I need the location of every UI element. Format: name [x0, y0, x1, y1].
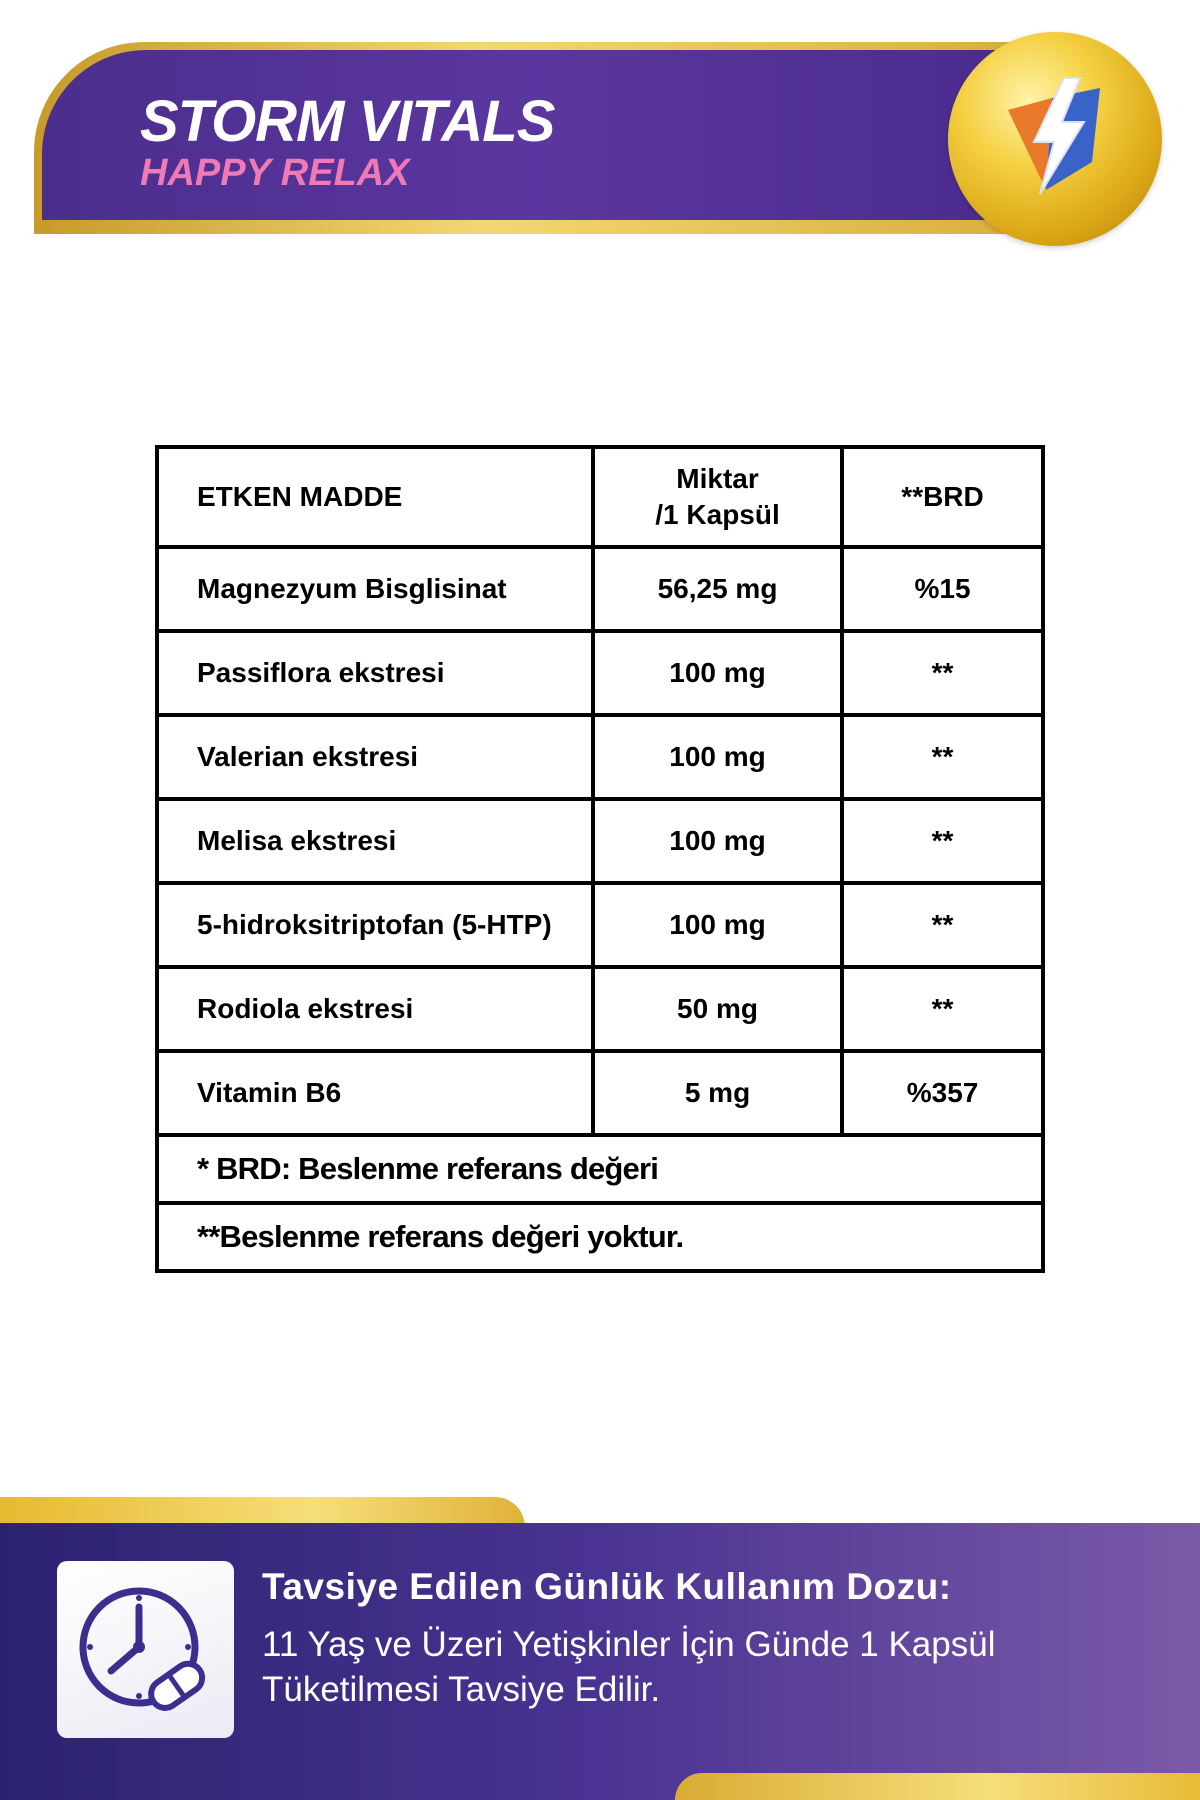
ingredient-brd: ** [842, 715, 1043, 799]
dosage-line-1: 11 Yaş ve Üzeri Yetişkinler İçin Günde 1 Kapsül [262, 1625, 996, 1664]
footnote-brd-definition: * BRD: Beslenme referans değeri [157, 1135, 1043, 1203]
brand-title: STORM VITALS [140, 89, 555, 154]
lightning-shield-icon [988, 70, 1122, 204]
ingredient-name: 5-hidroksitriptofan (5-HTP) [157, 883, 593, 967]
table-row [157, 883, 1043, 967]
table-footnote-row [157, 1135, 1043, 1203]
table-footnote-row [157, 1203, 1043, 1271]
ingredient-name: Valerian ekstresi [157, 715, 593, 799]
logo-badge [948, 32, 1162, 246]
ingredient-brd: ** [842, 967, 1043, 1051]
column-header-amount [593, 447, 842, 547]
dosage-title: Tavsiye Edilen Günlük Kullanım Dozu: [262, 1566, 952, 1607]
ingredient-amount: 56,25 mg [593, 547, 842, 631]
column-header-amount-line2: /1 Kapsül [655, 499, 780, 530]
column-header-ingredient: ETKEN MADDE [157, 447, 593, 547]
ingredient-amount: 50 mg [593, 967, 842, 1051]
dosage-text [262, 1622, 1142, 1712]
product-name: HAPPY RELAX [140, 152, 410, 194]
ingredient-name: Rodiola ekstresi [157, 967, 593, 1051]
ingredient-amount: 100 mg [593, 631, 842, 715]
table-row [157, 799, 1043, 883]
ingredients-table [155, 445, 1045, 1273]
ingredient-name: Vitamin B6 [157, 1051, 593, 1135]
ingredient-name: Melisa ekstresi [157, 799, 593, 883]
clock-capsule-icon [75, 1583, 215, 1723]
column-header-amount-line1: Miktar [676, 463, 759, 494]
dosage-icon-box [57, 1561, 234, 1738]
ingredient-brd: ** [842, 799, 1043, 883]
table-row [157, 967, 1043, 1051]
dosage-line-2: Tüketilmesi Tavsiye Edilir. [262, 1670, 661, 1709]
ingredient-amount: 5 mg [593, 1051, 842, 1135]
ingredient-brd: %15 [842, 547, 1043, 631]
footnote-no-reference: **Beslenme referans değeri yoktur. [157, 1203, 1043, 1271]
ingredient-amount: 100 mg [593, 883, 842, 967]
table-row [157, 715, 1043, 799]
ingredient-name: Magnezyum Bisglisinat [157, 547, 593, 631]
column-header-brd: **BRD [842, 447, 1043, 547]
ingredient-brd: ** [842, 883, 1043, 967]
gold-stripe-bottom [675, 1773, 1200, 1800]
ingredient-amount: 100 mg [593, 799, 842, 883]
table-row [157, 547, 1043, 631]
ingredient-brd: ** [842, 631, 1043, 715]
ingredient-name: Passiflora ekstresi [157, 631, 593, 715]
table-header-row [157, 447, 1043, 547]
table-row [157, 1051, 1043, 1135]
table-row [157, 631, 1043, 715]
ingredient-amount: 100 mg [593, 715, 842, 799]
ingredient-brd: %357 [842, 1051, 1043, 1135]
